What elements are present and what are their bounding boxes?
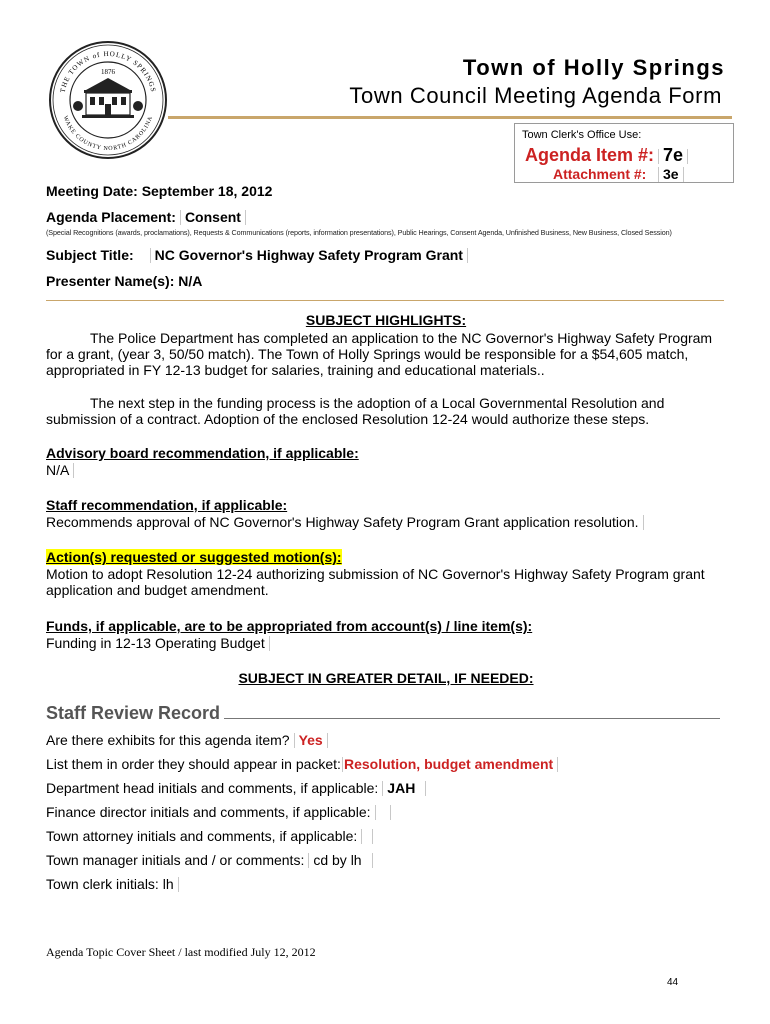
meeting-date-row bbox=[46, 183, 272, 199]
placement-note: (Special Recognitions (awards, proclamations), Requests & Communications (reports, information presentations), Public Hearings, Consent Agenda, Unfinished Business, New Business, Closed Session) bbox=[46, 228, 672, 237]
staff-recommendation-heading: Staff recommendation, if applicable: bbox=[46, 497, 288, 513]
funds-heading: Funds, if applicable, are to be appropriated from account(s) / line item(s): bbox=[46, 618, 533, 634]
town-clerk-label: Town clerk initials: bbox=[46, 876, 159, 892]
page-subtitle: Town Council Meeting Agenda Form bbox=[349, 83, 722, 108]
town-attorney-field[interactable] bbox=[361, 829, 362, 844]
dept-head-row bbox=[46, 780, 430, 796]
agenda-item-value: 7e bbox=[663, 145, 684, 165]
highlights-paragraph-1[interactable]: The Police Department has completed an application to the NC Governor's Highway Safety Program for a grant, (year 3, 50/50 match). The Town of Holly Springs would be responsible for a $54,605 match, appropriated in FY 12-13 budget for salaries, training and educational materials.. bbox=[46, 330, 713, 378]
attachment-field[interactable] bbox=[664, 166, 688, 182]
town-manager-value[interactable]: cd by lh bbox=[313, 852, 362, 868]
funds-field[interactable] bbox=[46, 635, 726, 651]
packet-list-value[interactable]: Resolution, budget amendment bbox=[343, 756, 554, 772]
town-manager-row bbox=[46, 852, 377, 868]
dept-head-value[interactable]: JAH bbox=[387, 780, 416, 796]
packet-list-label: List them in order they should appear in packet: bbox=[46, 756, 341, 772]
exhibits-label: Are there exhibits for this agenda item? bbox=[46, 732, 290, 748]
agenda-item-label: Agenda Item #: bbox=[525, 145, 655, 165]
funds-value: Funding in 12-13 Operating Budget bbox=[46, 635, 265, 651]
town-clerk-row bbox=[46, 876, 183, 892]
page-number: 44 bbox=[667, 977, 679, 988]
advisory-field[interactable] bbox=[46, 462, 726, 478]
town-manager-label: Town manager initials and / or comments: bbox=[46, 852, 305, 868]
clerk-office-label: Town Clerk's Office Use: bbox=[522, 129, 642, 141]
agenda-item-field[interactable] bbox=[664, 145, 692, 166]
seal-ring-text-bottom: WAKE COUNTY NORTH CAROLINA bbox=[61, 115, 155, 153]
attachment-value: 3e bbox=[663, 166, 679, 182]
agenda-placement-row bbox=[46, 209, 250, 225]
presenter-row bbox=[46, 273, 202, 289]
subject-title-row bbox=[46, 247, 472, 263]
town-seal-logo bbox=[48, 40, 168, 160]
actions-heading bbox=[46, 549, 342, 565]
attachment-label: Attachment #: bbox=[553, 166, 647, 182]
exhibits-value[interactable]: Yes bbox=[298, 732, 323, 748]
packet-list-row bbox=[46, 756, 562, 772]
dept-head-label: Department head initials and comments, if applicable: bbox=[46, 780, 379, 796]
staff-recommendation-field[interactable] bbox=[46, 514, 726, 530]
exhibits-row bbox=[46, 732, 332, 748]
highlights-paragraph-2[interactable]: The next step in the funding process is the adoption of a Local Governmental Resolution and submission of a contract. Adoption of the enclosed Resolution 12-24 would authorize these steps. bbox=[46, 395, 665, 427]
staff-review-underline bbox=[224, 718, 720, 719]
presenter-value[interactable]: N/A bbox=[178, 273, 203, 289]
seal-year: 1876 bbox=[101, 68, 115, 76]
subject-title-value[interactable]: NC Governor's Highway Safety Program Grant bbox=[154, 247, 463, 263]
staff-recommendation-value: Recommends approval of NC Governor's Highway Safety Program Grant application resolution. bbox=[46, 514, 639, 530]
agenda-placement-label: Agenda Placement: bbox=[46, 209, 176, 225]
town-attorney-label: Town attorney initials and comments, if applicable: bbox=[46, 828, 358, 844]
town-clerk-value[interactable]: lh bbox=[162, 876, 174, 892]
meeting-date-value: September 18, 2012 bbox=[141, 183, 273, 199]
subject-highlights-heading: SUBJECT HIGHLIGHTS: bbox=[305, 312, 467, 328]
finance-director-label: Finance director initials and comments, if applicable: bbox=[46, 804, 371, 820]
advisory-value: N/A bbox=[46, 462, 70, 478]
advisory-heading: Advisory board recommendation, if applicable: bbox=[46, 445, 359, 461]
actions-value[interactable]: Motion to adopt Resolution 12-24 authorizing submission of NC Governor's Highway Safety Program grant application and budget amendment. bbox=[46, 566, 705, 598]
subject-title-label: Subject Title: bbox=[46, 247, 134, 263]
finance-director-row bbox=[46, 804, 395, 820]
agenda-placement-value[interactable]: Consent bbox=[184, 209, 241, 225]
actions-heading-text: Action(s) requested or suggested motion(s): bbox=[46, 549, 342, 565]
finance-director-field[interactable] bbox=[375, 805, 376, 820]
section-divider bbox=[46, 300, 724, 301]
staff-review-title: Staff Review Record bbox=[46, 703, 221, 723]
town-attorney-row bbox=[46, 828, 377, 844]
footer-note: Agenda Topic Cover Sheet / last modified July 12, 2012 bbox=[46, 945, 316, 959]
page-title: Town of Holly Springs bbox=[462, 55, 725, 80]
header-divider bbox=[168, 116, 732, 119]
seal-ring-text-top: THE TOWN of HOLLY SPRINGS bbox=[58, 49, 158, 94]
meeting-date-label: Meeting Date: bbox=[46, 183, 138, 199]
presenter-label: Presenter Name(s): bbox=[46, 273, 175, 289]
greater-detail-heading: SUBJECT IN GREATER DETAIL, IF NEEDED: bbox=[238, 670, 534, 686]
